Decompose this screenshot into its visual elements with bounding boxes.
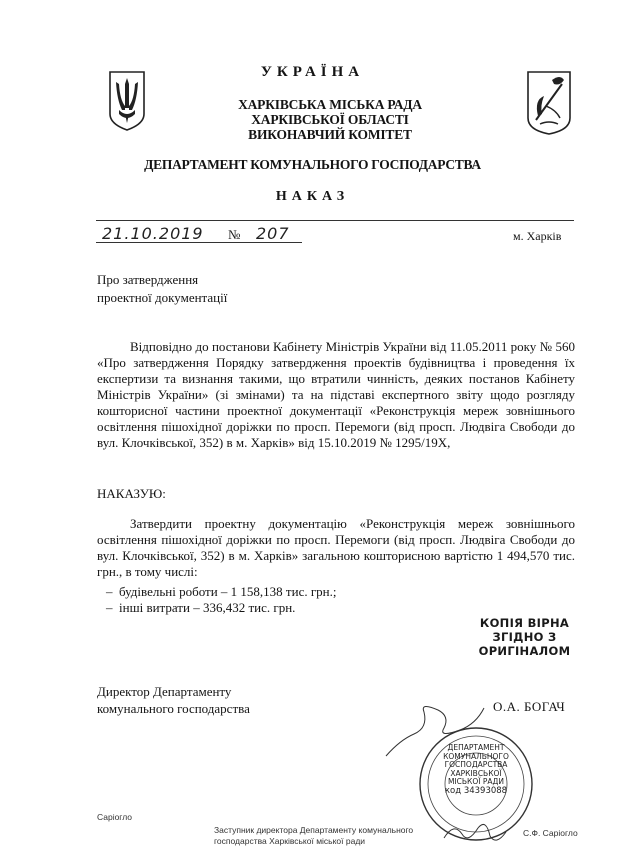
seal-line: ДЕПАРТАМЕНТ bbox=[447, 743, 505, 752]
document-type: НАКАЗ bbox=[275, 189, 350, 204]
city-label: м. Харків bbox=[513, 229, 562, 243]
order-subject bbox=[97, 271, 227, 307]
number-label: № bbox=[228, 227, 241, 242]
council-line: ХАРКІВСЬКА МІСЬКА РАДА bbox=[238, 97, 422, 112]
deputy-position-line: господарства Харківської міської ради bbox=[214, 836, 366, 846]
order-number: 207 bbox=[256, 224, 290, 243]
deputy-signature-icon bbox=[440, 818, 510, 848]
copy-stamp-line: ЗГІДНО З bbox=[492, 630, 557, 644]
directive-paragraph: Затвердити проектну документацію «Реконструкція мереж зовнішнього освітлення пішохідної доріжки по просп. Перемоги (від просп. Людвіга Свободи до вул. Клочківської, 352) в м. Харків» загальною кошторисною вартістю 1 494,570 тис. грн., в тому числі: bbox=[97, 516, 575, 579]
header-divider bbox=[96, 220, 574, 221]
seal-line: КОМУНАЛЬНОГО bbox=[443, 751, 509, 761]
cost-items-list bbox=[106, 584, 336, 616]
department-name: ДЕПАРТАМЕНТ КОМУНАЛЬНОГО ГОСПОДАРСТВА bbox=[144, 157, 481, 172]
signer-position-line: Директор Департаменту bbox=[97, 684, 232, 699]
preamble-paragraph: Відповідно до постанови Кабінету Міністрів України від 11.05.2011 року № 560 «Про затвердження Порядку затвердження проектів будівництва і проведення їх експертизи та визнання такими, що втратили чинність, деяких постанов Кабінету Міністрів України» (зі змінами) та на підставі експертного звіту щодо розгляду кошторисної частини проектної документації «Реконструкція мереж зовнішнього освітлення пішохідної доріжки по просп. Перемоги (від просп. Людвіга Свободи до вул. Клочківської, 352) в м. Харків» від 15.10.2019 № 1295/19Х, bbox=[97, 339, 575, 450]
seal-code: код 34393088 bbox=[444, 785, 508, 796]
council-name bbox=[200, 97, 460, 142]
deputy-position bbox=[214, 825, 413, 847]
seal-line: ГОСПОДАРСТВА bbox=[444, 760, 508, 770]
council-line: ХАРКІВСЬКОЇ ОБЛАСТІ bbox=[251, 112, 409, 127]
seal-text bbox=[422, 744, 530, 796]
subject-line: Про затвердження bbox=[97, 272, 199, 287]
order-date: 21.10.2019 bbox=[102, 224, 204, 243]
executor-name: Саріогло bbox=[97, 812, 133, 822]
date-number-line bbox=[96, 224, 316, 244]
seal-line: ХАРКІВСЬКОЇ bbox=[450, 768, 502, 778]
council-line: ВИКОНАВЧИЙ КОМІТЕТ bbox=[248, 127, 412, 142]
deputy-name: С.Ф. Саріогло bbox=[523, 828, 578, 838]
country-title: УКРАЇНА bbox=[260, 64, 365, 80]
seal-line: МІСЬКОЇ РАДИ bbox=[447, 777, 504, 787]
subject-line: проектної документації bbox=[97, 290, 228, 305]
copy-stamp-line: КОПІЯ ВІРНА bbox=[479, 616, 570, 630]
copy-stamp-line: ОРИГІНАЛОМ bbox=[478, 644, 571, 658]
signer-position bbox=[97, 683, 250, 717]
date-underline bbox=[96, 242, 302, 243]
deputy-position-line: Заступник директора Департаменту комунального bbox=[214, 825, 414, 835]
signer-name: О.А. БОГАЧ bbox=[493, 699, 566, 714]
order-word: НАКАЗУЮ: bbox=[97, 486, 166, 501]
copy-certified-stamp bbox=[462, 616, 587, 658]
signer-position-line: комунального господарства bbox=[97, 701, 250, 716]
list-item: – будівельні роботи – 1 158,138 тис. грн.; bbox=[106, 584, 336, 600]
list-item: – інші витрати – 336,432 тис. грн. bbox=[106, 600, 336, 616]
